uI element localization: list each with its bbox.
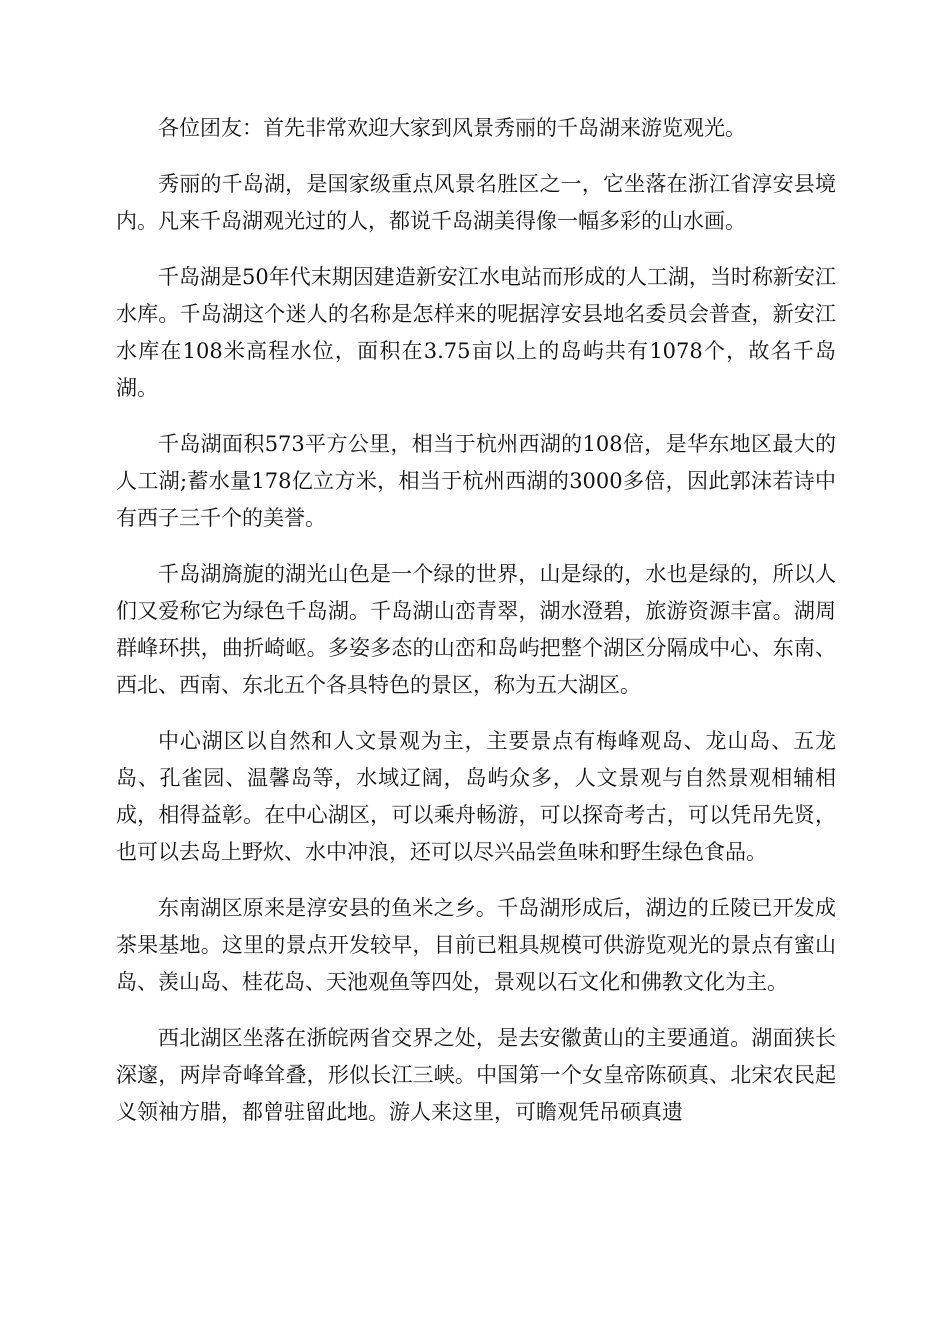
- paragraph-central-lake: 中心湖区以自然和人文景观为主，主要景点有梅峰观岛、龙山岛、五龙岛、孔雀园、温馨岛等，水域辽阔，岛屿众多，人文景观与自然景观相辅相成，相得益彰。在中心湖区，可以乘舟畅游，可以探奇考古，可以凭吊先贤，也可以去岛上野炊、水中冲浪，还可以尽兴品尝鱼味和野生绿色食品。: [116, 729, 836, 864]
- paragraph-scenery: 千岛湖旖旎的湖光山色是一个绿的世界，山是绿的，水也是绿的，所以人们又爱称它为绿色千岛湖。千岛湖山峦青翠，湖水澄碧，旅游资源丰富。湖周群峰环拱，曲折崎岖。多姿多态的山峦和岛屿把整个湖区分隔成中心、东南、西北、西南、东北五个各具特色的景区，称为五大湖区。: [116, 562, 836, 697]
- paragraph-origin: 千岛湖是50年代末期因建造新安江水电站而形成的人工湖，当时称新安江水库。千岛湖这个迷人的名称是怎样来的呢据淳安县地名委员会普查，新安江水库在108米高程水位，面积在3.75亩以上的岛屿共有1078个，故名千岛湖。: [116, 265, 836, 400]
- paragraph-southeast-lake: 东南湖区原来是淳安县的鱼米之乡。千岛湖形成后，湖边的丘陵已开发成茶果基地。这里的景点开发较早，目前已粗具规模可供游览观光的景点有蜜山岛、羡山岛、桂花岛、天池观鱼等四处，景观以石文化和佛教文化为主。: [116, 896, 836, 994]
- paragraph-intro: 秀丽的千岛湖，是国家级重点风景名胜区之一，它坐落在浙江省淳安县境内。凡来千岛湖观光过的人，都说千岛湖美得像一幅多彩的山水画。: [116, 172, 836, 233]
- paragraph-greeting: 各位团友：首先非常欢迎大家到风景秀丽的千岛湖来游览观光。: [158, 116, 746, 140]
- paragraph-northwest-lake: 西北湖区坐落在浙皖两省交界之处，是去安徽黄山的主要通道。湖面狭长深邃，两岸奇峰耸叠，形似长江三峡。中国第一个女皇帝陈硕真、北宋农民起义领袖方腊，都曾驻留此地。游人来这里，可瞻观凭吊硕真遗: [116, 1026, 836, 1124]
- document-page: [116, 110, 836, 1150]
- paragraph-area: 千岛湖面积573平方公里，相当于杭州西湖的108倍，是华东地区最大的人工湖;蓄水量178亿立方米，相当于杭州西湖的3000多倍，因此郭沫若诗中有西子三千个的美誉。: [116, 432, 836, 530]
